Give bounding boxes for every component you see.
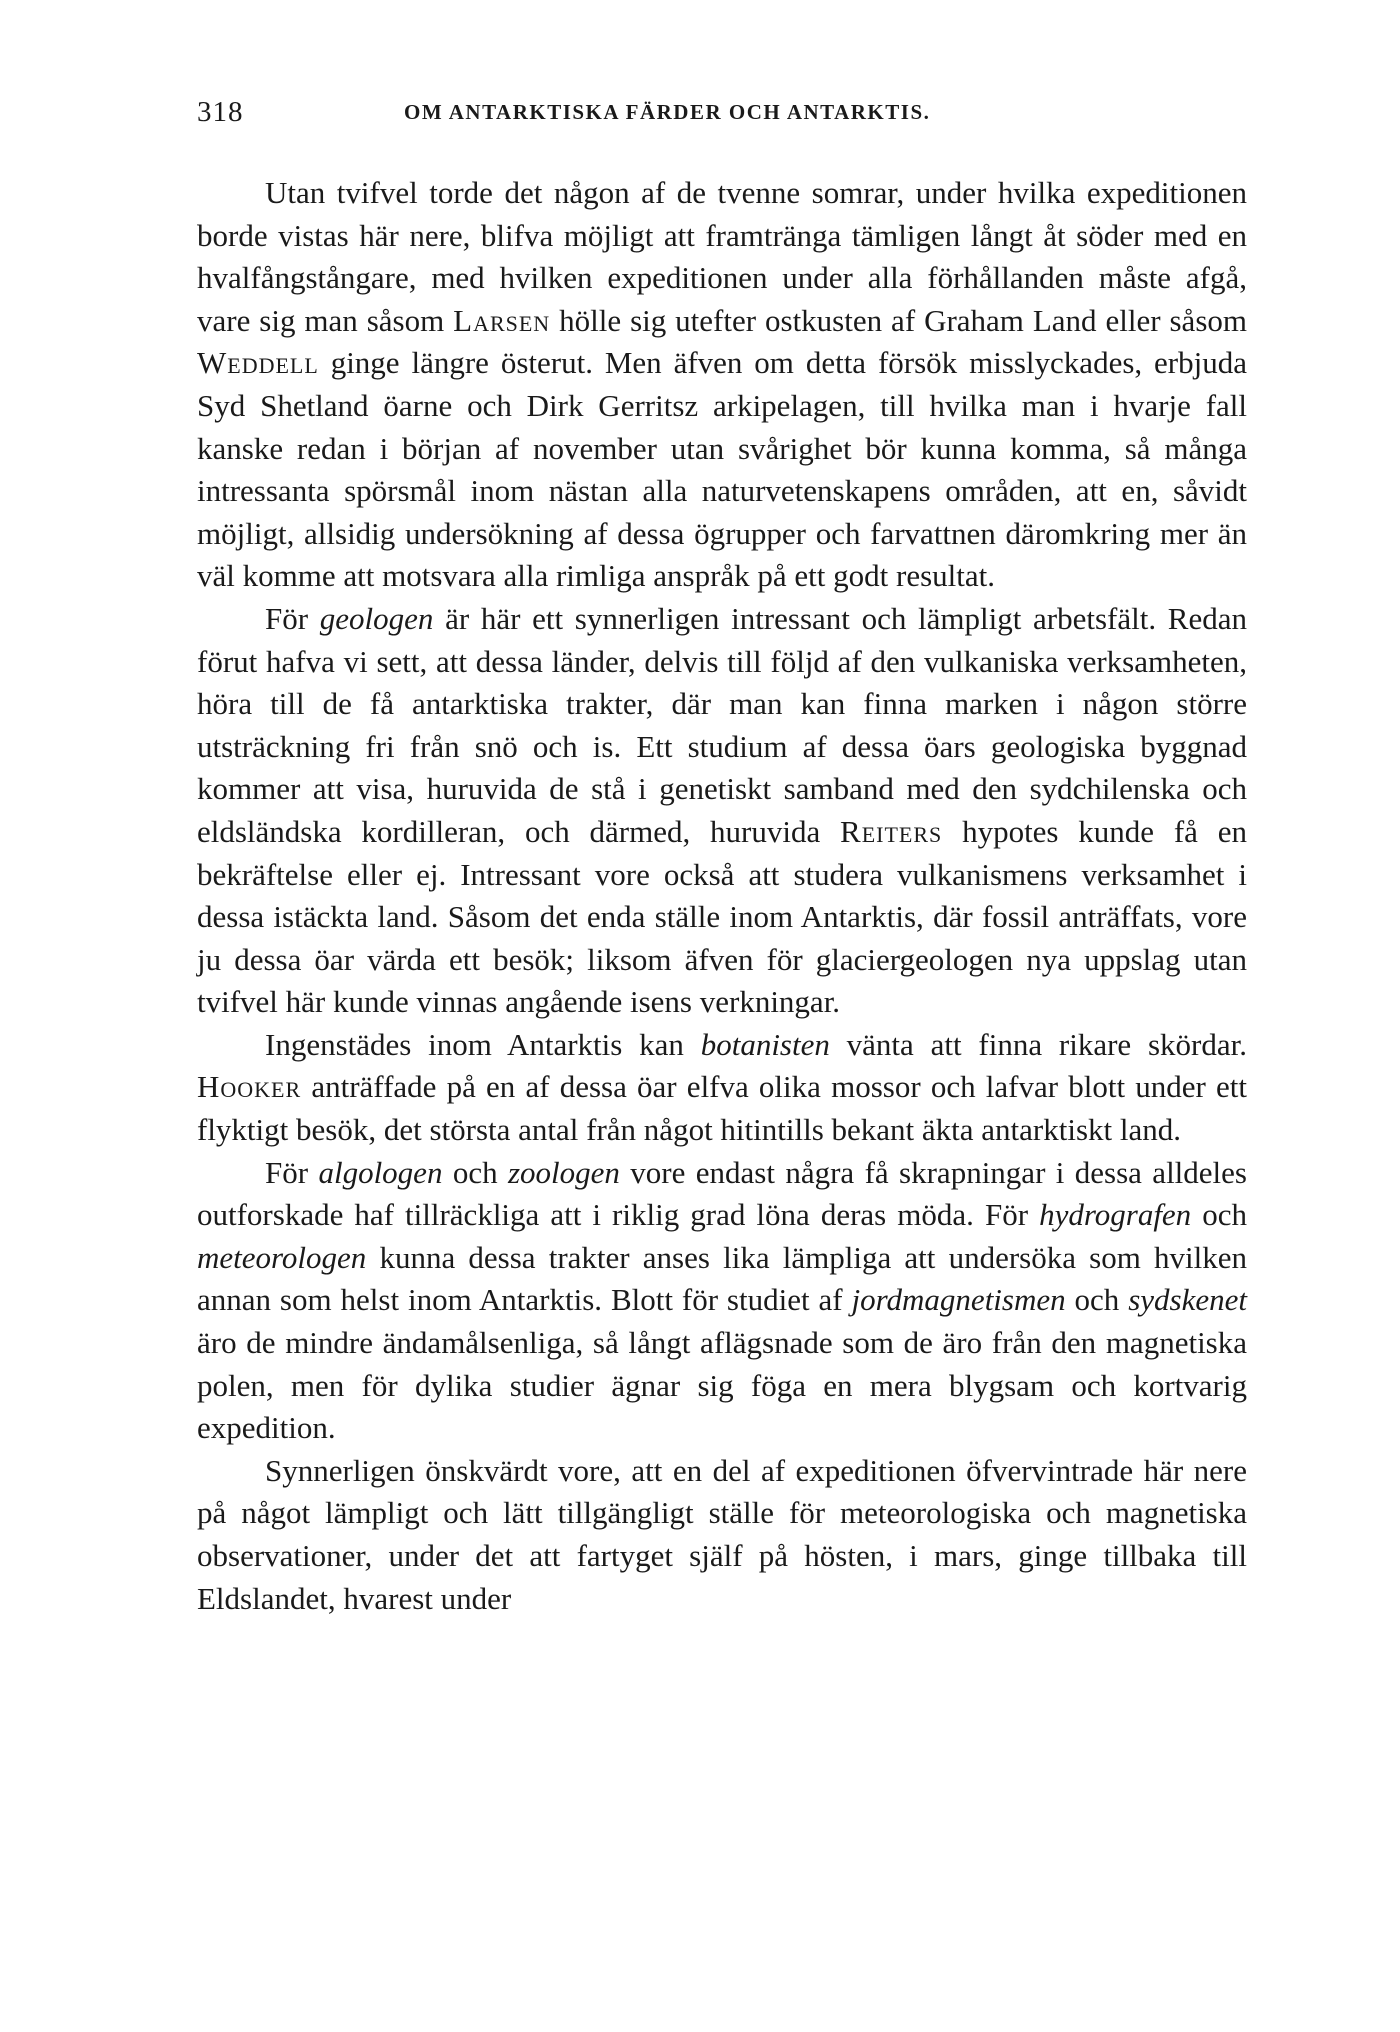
text-run: hypotes kunde få en bekräftelse eller ej. Intressant vore också att studera vulkanismens verksamhet i dessa istäckta land. Såsom det enda ställe inom Antarktis, där fossil anträffats, vore ju dessa öar värda ett besök; liksom äfven för glaciergeologen nya uppslag utan tvifvel här kunde vinnas angående isens verkningar. <box>197 813 1247 1020</box>
book-page <box>197 96 1247 1620</box>
text-run: anträffade på en af dessa öar elfva olika mossor och lafvar blott under ett flyktigt besök, det största antal från något hitintills bekant äkta antarktiskt land. <box>197 1069 1247 1148</box>
emphasis-algologen: algologen <box>318 1154 443 1190</box>
text-run: hölle sig utefter ostkusten af Graham Land eller såsom <box>550 302 1247 338</box>
text-run: ginge längre österut. Men äfven om detta försök misslyckades, erbjuda Syd Shetland öarne och Dirk Gerritsz arkipelagen, till hvilka man i hvarje fall kanske redan i början af november utan svårighet bör kunna komma, så många intressanta spörsmål inom nästan alla naturvetenskapens områden, att en, såvidt möjligt, allsidig undersökning af dessa ögrupper och farvattnen däromkring mer än väl komme att motsvara alla rimliga anspråk på ett godt resultat. <box>197 345 1247 594</box>
text-run: Ingenstädes inom Antarktis kan <box>265 1026 701 1062</box>
running-title: OM ANTARKTISKA FÄRDER OCH ANTARKTIS. <box>404 100 931 124</box>
paragraph-4 <box>197 1152 1247 1450</box>
emphasis-sydskenet: sydskenet <box>1128 1282 1247 1318</box>
emphasis-geologen: geologen <box>319 600 434 636</box>
emphasis-meteorologen: meteorologen <box>197 1239 367 1275</box>
running-head <box>197 96 1247 136</box>
text-run: äro de mindre ändamålsenliga, så långt aflägsnade som de äro från den magnetiska polen, men för dylika studier ägnar sig föga en mera blygsam och kortvarig expedition. <box>197 1325 1247 1446</box>
text-run: och <box>1191 1197 1247 1233</box>
text-run: är här ett synnerligen intressant och lämpligt arbetsfält. Redan förut hafva vi sett, att dessa länder, delvis till följd af den vulkaniska verksamheten, höra till de få antarktiska trakter, där man kan finna marken i någon större utsträckning fri från snö och is. Ett studium af dessa öars geologiska byggnad kommer att visa, huruvida de stå i genetiskt samband med den sydchilenska och eldsländska kordilleran, och därmed, huruvida <box>197 600 1247 849</box>
text-run: vore endast några få skrapningar i dessa alldeles outforskade haf tillräckliga att i riklig grad löna deras möda. För <box>197 1154 1247 1233</box>
person-name-reiters: Reiters <box>840 813 943 849</box>
paragraph-5 <box>197 1450 1247 1620</box>
emphasis-hydrografen: hydrografen <box>1039 1197 1192 1233</box>
paragraph-1 <box>197 172 1247 598</box>
text-run: vänta att finna rikare skördar. <box>829 1026 1247 1062</box>
body-text <box>197 172 1247 1620</box>
paragraph-2 <box>197 598 1247 1024</box>
person-name-hooker: Hooker <box>197 1069 302 1105</box>
text-run: För <box>265 600 320 636</box>
person-name-weddell: Weddell <box>197 345 319 381</box>
paragraph-3 <box>197 1024 1247 1152</box>
person-name-larsen: Larsen <box>453 302 551 338</box>
text-run: och <box>1065 1282 1129 1318</box>
emphasis-zoologen: zoologen <box>507 1154 620 1190</box>
text-run: Synnerligen önskvärdt vore, att en del af expeditionen öfvervintrade här nere på något lämpligt och lätt tillgängligt ställe för meteorologiska och magnetiska observationer, under det att fartyget själf på hösten, i mars, ginge tillbaka till Eldslandet, hvarest under <box>197 1452 1247 1616</box>
text-run: Utan tvifvel torde det någon af de tvenne somrar, under hvilka expeditionen borde vistas här nere, blifva möjligt att framtränga tämligen långt åt söder med en hvalfångstångare, med hvilken expeditionen under alla förhållanden måste afgå, vare sig man såsom <box>197 175 1247 338</box>
emphasis-botanisten: botanisten <box>700 1026 830 1062</box>
text-run: kunna dessa trakter anses lika lämpliga att undersöka som hvilken annan som helst inom Antarktis. Blott för studiet af <box>197 1239 1247 1318</box>
page-number: 318 <box>197 96 244 128</box>
text-run: För <box>265 1154 319 1190</box>
text-run: och <box>442 1154 508 1190</box>
emphasis-jordmagnetismen: jordmagnetismen <box>851 1282 1066 1318</box>
